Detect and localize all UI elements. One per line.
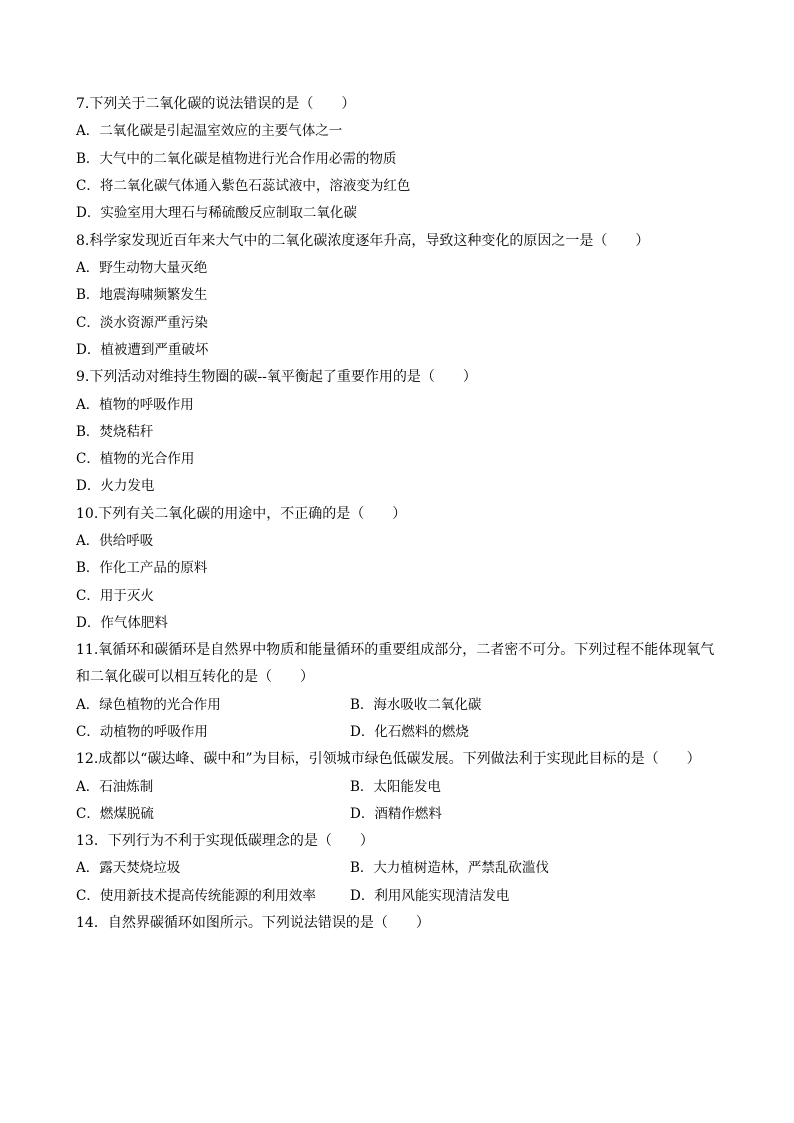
question-11-option-c: C．动植物的呼吸作用 [76, 724, 208, 740]
question-8-stem: 8.科学家发现近百年来大气中的二氧化碳浓度逐年升高，导致这种变化的原因之一是（ ） [76, 233, 650, 249]
question-11-option-b: B．海水吸收二氧化碳 [350, 697, 482, 713]
question-11-option-d: D．化石燃料的燃烧 [350, 724, 469, 740]
question-8-option-b: B．地震海啸频繁发生 [76, 287, 208, 303]
question-9-option-c: C．植物的光合作用 [76, 451, 195, 467]
question-9-stem: 9.下列活动对维持生物圈的碳--氧平衡起了重要作用的是（ ） [76, 369, 477, 385]
question-8-option-c: C．淡水资源严重污染 [76, 315, 208, 331]
question-9-option-b: B．焚烧秸秆 [76, 424, 154, 440]
question-11-stem-line-2: 和二氧化碳可以相互转化的是（ ） [76, 669, 314, 685]
question-12-option-c: C．燃煤脱硫 [76, 806, 154, 822]
question-13-option-c: C．使用新技术提高传统能源的利用效率 [76, 888, 316, 904]
question-7-option-c: C．将二氧化碳气体通入紫色石蕊试液中，溶液变为红色 [76, 178, 411, 194]
question-7-option-d: D．实验室用大理石与稀硫酸反应制取二氧化碳 [76, 205, 357, 221]
question-14-stem: 14．自然界碳循环如图所示。下列说法错误的是（ ） [76, 915, 430, 931]
question-10-option-d: D．作气体肥料 [76, 615, 168, 631]
question-12-option-d: D．酒精作燃料 [350, 806, 442, 822]
question-13-option-a: A．露天焚烧垃圾 [76, 860, 181, 876]
question-8-option-a: A．野生动物大量灭绝 [76, 260, 208, 276]
question-12-option-a: A．石油炼制 [76, 779, 154, 795]
question-8-option-d: D．植被遭到严重破坏 [76, 342, 209, 358]
question-10-option-b: B．作化工产品的原料 [76, 560, 208, 576]
question-11-stem-line-1: 11.氧循环和碳循环是自然界中物质和能量循环的重要组成部分，二者密不可分。下列过程不能体现氧气 [76, 642, 715, 658]
question-12-option-b: B．太阳能发电 [350, 779, 441, 795]
question-10-option-a: A．供给呼吸 [76, 533, 154, 549]
question-7-stem: 7.下列关于二氧化碳的说法错误的是（ ） [76, 96, 356, 112]
question-13-stem: 13．下列行为不利于实现低碳理念的是（ ） [76, 833, 374, 849]
question-9-option-d: D．火力发电 [76, 478, 155, 494]
question-10-stem: 10.下列有关二氧化碳的用途中，不正确的是（ ） [76, 506, 407, 522]
question-11-option-a: A．绿色植物的光合作用 [76, 697, 221, 713]
question-7-option-a: A．二氧化碳是引起温室效应的主要气体之一 [76, 123, 343, 139]
question-9-option-a: A．植物的呼吸作用 [76, 397, 194, 413]
question-13-option-b: B．大力植树造林，严禁乱砍滥伐 [350, 860, 549, 876]
question-10-option-c: C．用于灭火 [76, 588, 154, 604]
question-13-option-d: D．利用风能实现清洁发电 [350, 888, 510, 904]
question-7-option-b: B．大气中的二氧化碳是植物进行光合作用必需的物质 [76, 151, 397, 167]
question-12-stem: 12.成都以“碳达峰、碳中和”为目标，引领城市绿色低碳发展。下列做法利于实现此目标的是（ ） [76, 751, 701, 767]
